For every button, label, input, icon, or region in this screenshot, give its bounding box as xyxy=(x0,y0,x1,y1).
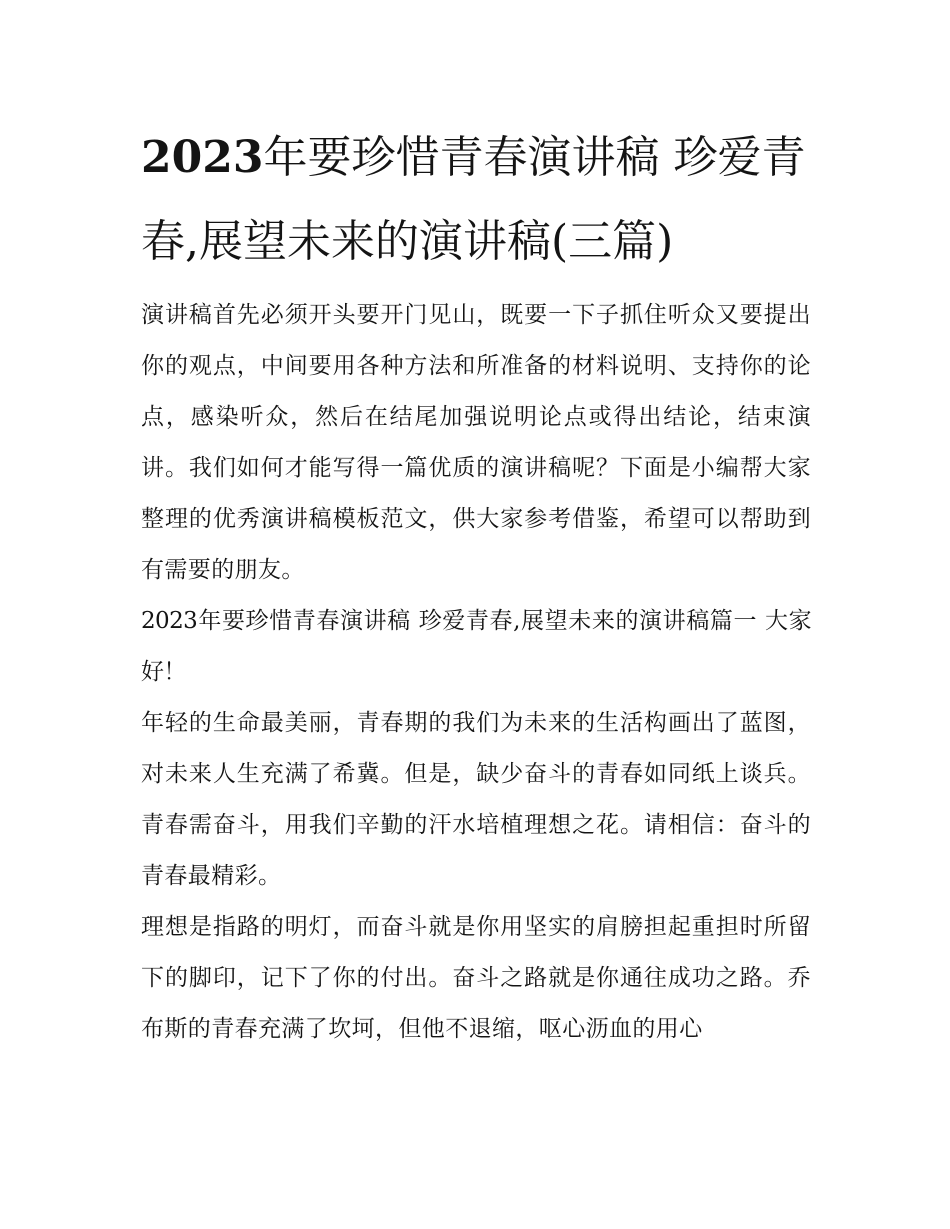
document-title xyxy=(141,116,811,284)
title-year: 2023 xyxy=(141,132,264,183)
document-body xyxy=(141,290,811,1055)
document-page xyxy=(141,116,811,1055)
title-text: 年要珍惜青春演讲稿 珍爱青春,展望未来的演讲稿(三篇) xyxy=(141,132,806,267)
body-paragraph: 年轻的生命最美丽，青春期的我们为未来的生活构画出了蓝图，对未来人生充满了希冀。但是，缺少奋斗的青春如同纸上谈兵。青春需奋斗，用我们辛勤的汗水培植理想之花。请相信：奋斗的青春最精彩。 xyxy=(141,710,811,889)
intro-paragraph: 演讲稿首先必须开头要开门见山，既要一下子抓住听众又要提出你的观点，中间要用各种方法和所准备的材料说明、支持你的论点，感染听众，然后在结尾加强说明论点或得出结论，结束演讲。我们如何才能写得一篇优质的演讲稿呢？下面是小编帮大家整理的优秀演讲稿模板范文，供大家参考借鉴，希望可以帮助到有需要的朋友。 xyxy=(141,302,811,583)
section-heading-paragraph: 2023年要珍惜青春演讲稿 珍爱青春,展望未来的演讲稿篇一 大家好！ xyxy=(141,608,811,685)
body-paragraph: 理想是指路的明灯，而奋斗就是你用坚实的肩膀担起重担时所留下的脚印，记下了你的付出。奋斗之路就是你通往成功之路。乔布斯的青春充满了坎坷，但他不退缩，呕心沥血的用心 xyxy=(141,914,811,1042)
